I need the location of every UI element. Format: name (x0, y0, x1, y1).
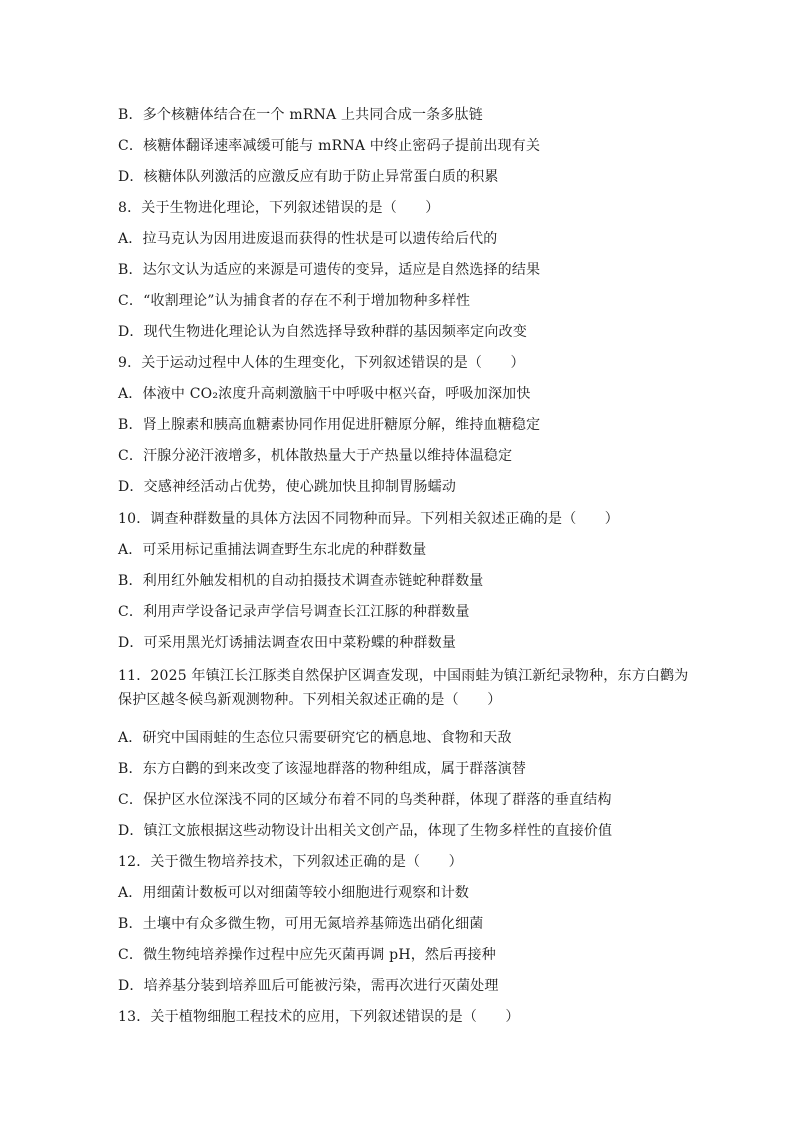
option-d: D．镇江文旅根据这些动物设计出相关文创产品，体现了生物多样性的直接价值 (118, 823, 613, 839)
question-10-stem: 10．调查种群数量的具体方法因不同物种而异。下列相关叙述正确的是（ ） (118, 511, 620, 527)
question-9-stem: 9．关于运动过程中人体的生理变化，下列叙述错误的是（ ） (118, 355, 525, 371)
text-line: D．核糖体队列激活的应激反应有助于防止异常蛋白质的积累 (118, 169, 499, 185)
option-d: D．交感神经活动占优势，使心跳加快且抑制胃肠蠕动 (118, 479, 457, 495)
option-c: C．“收割理论”认为捕食者的存在不利于增加物种多样性 (118, 293, 471, 309)
option-d: D．培养基分装到培养皿后可能被污染，需再次进行灭菌处理 (118, 978, 499, 994)
question-12-stem: 12．关于微生物培养技术，下列叙述正确的是（ ） (118, 854, 463, 870)
option-c: C．保护区水位深浅不同的区域分布着不同的鸟类种群，体现了群落的垂直结构 (118, 792, 612, 808)
option-a: A．可采用标记重捕法调查野生东北虎的种群数量 (118, 542, 427, 558)
question-13-stem: 13．关于植物细胞工程技术的应用，下列叙述错误的是（ ） (118, 1009, 520, 1025)
option-c: C．微生物纯培养操作过程中应先灭菌再调 pH，然后再接种 (118, 947, 496, 963)
option-b: B．肾上腺素和胰高血糖素协同作用促进肝糖原分解，维持血糖稳定 (118, 417, 541, 433)
option-a: A．研究中国雨蛙的生态位只需要研究它的栖息地、食物和天敌 (118, 730, 512, 746)
option-b: B．达尔文认为适应的来源是可遗传的变异，适应是自然选择的结果 (118, 262, 541, 278)
question-11-stem-cont: 保护区越冬候鸟新观测物种。下列相关叙述正确的是（ ） (118, 692, 502, 708)
option-a: A．拉马克认为因用进废退而获得的性状是可以遗传给后代的 (118, 231, 498, 247)
text-line: B．多个核糖体结合在一个 mRNA 上共同合成一条多肽链 (118, 107, 483, 123)
option-c: C．利用声学设备记录声学信号调查长江江豚的种群数量 (118, 604, 470, 620)
option-b: B．利用红外触发相机的自动拍摄技术调查赤链蛇种群数量 (118, 573, 484, 589)
option-c: C．汗腺分泌汗液增多，机体散热量大于产热量以维持体温稳定 (118, 448, 513, 464)
text-line: C．核糖体翻译速率减缓可能与 mRNA 中终止密码子提前出现有关 (118, 138, 541, 154)
question-11-stem: 11．2025 年镇江长江豚类自然保护区调查发现，中国雨蛙为镇江新纪录物种，东方白鹳为 (118, 668, 689, 684)
question-8-stem: 8．关于生物进化理论，下列叙述错误的是（ ） (118, 200, 440, 216)
option-d: D．现代生物进化理论认为自然选择导致种群的基因频率定向改变 (118, 324, 528, 340)
option-b: B．东方白鹳的到来改变了该湿地群落的物种组成，属于群落演替 (118, 761, 527, 777)
option-b: B．土壤中有众多微生物，可用无氮培养基筛选出硝化细菌 (118, 916, 484, 932)
option-d: D．可采用黑光灯诱捕法调查农田中菜粉蝶的种群数量 (118, 635, 457, 651)
option-a: A．体液中 CO₂浓度升高刺激脑干中呼吸中枢兴奋，呼吸加深加快 (118, 386, 531, 402)
option-a: A．用细菌计数板可以对细菌等较小细胞进行观察和计数 (118, 885, 470, 901)
